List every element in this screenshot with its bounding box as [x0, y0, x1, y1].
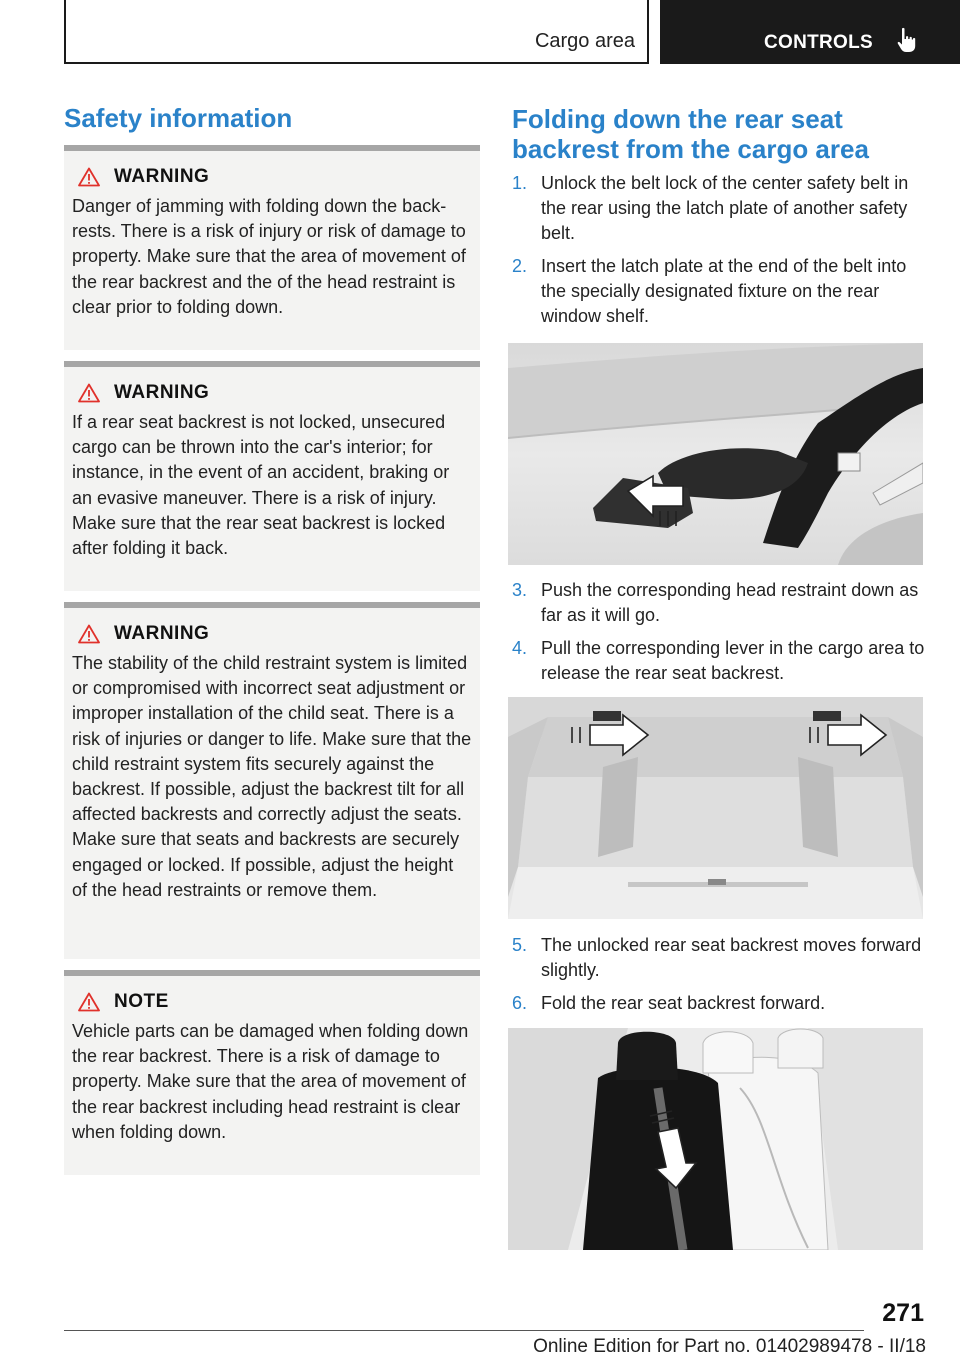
- step-text: Pull the corresponding lever in the cargo area to release the rear seat backrest.: [541, 638, 925, 684]
- step-number: 4.: [512, 638, 528, 658]
- fold-backrest-illustration: [508, 1028, 923, 1250]
- box-label: WARNING: [114, 623, 210, 644]
- box-text: The stability of the child restraint system is limited or compromised with incorrect seat adjustment or improper installation of the child seat. There is a risk of injuries or danger to life. Make sure that the child restraint system fits securely against the backrest. If possible, adjust the backrest tilt for all affected backrests and correctly adjust the seats. Make sure that seats and backrests are securely engaged or locked. If possible, adjust the height of the head restraints or remove them.: [72, 653, 472, 900]
- page-number: 271: [882, 1299, 924, 1327]
- footer-edition: Online Edition for Part no. 01402989478 - II/18: [533, 1336, 926, 1357]
- warning-box-jamming: [64, 145, 480, 350]
- chapter-title: CONTROLS: [764, 32, 874, 53]
- box-text: Vehicle parts can be damaged when folding down the rear backrest. There is a risk of damage to property. Make sure that the area of movement of the rear backrest including head restraint is clear when folding down.: [72, 1021, 469, 1142]
- box-text: Danger of jamming with folding down the backrests. There is a risk of injury or risk of damage to property. Make sure that the area of movement of the rear backrest and the of the head restraint is clear prior to folding down.: [72, 196, 466, 317]
- step-text: Fold the rear seat backrest forward.: [541, 993, 826, 1013]
- box-label: NOTE: [114, 991, 169, 1012]
- step-text: Insert the latch plate at the end of the belt into the specially designated fixture on the rear window shelf.: [541, 256, 907, 327]
- step-number: 5.: [512, 935, 528, 955]
- step-number: 2.: [512, 256, 528, 276]
- warning-triangle-icon: [78, 383, 100, 403]
- step-item: [512, 636, 927, 686]
- header-section-tab: [64, 0, 649, 64]
- box-text: If a rear seat backrest is not locked, unsecured cargo can be thrown into the car's interior; for instance, in the event of an accident, braking or an evasive maneuver. There is a risk of injury. Make sure that the rear seat backrest is locked after folding it back.: [72, 412, 450, 559]
- step-item: [512, 991, 927, 1016]
- note-box-vehicle-damage: [64, 970, 480, 1175]
- step-item: [512, 254, 927, 330]
- section-title: Cargo area: [534, 30, 635, 52]
- step-item: [512, 578, 927, 628]
- folding-heading: Folding down the rear seat backrest from the cargo area: [512, 104, 869, 164]
- box-label: WARNING: [114, 382, 210, 403]
- step-text: Push the corresponding head restraint down as far as it will go.: [541, 580, 919, 626]
- step-item: [512, 171, 927, 247]
- header-chapter-tab: [660, 0, 960, 64]
- footer-divider: [64, 1330, 864, 1331]
- belt-latch-illustration: [508, 343, 923, 565]
- step-number: 6.: [512, 993, 528, 1013]
- warning-triangle-icon: [78, 167, 100, 187]
- step-item: [512, 933, 927, 983]
- step-text: The unlocked rear seat backrest moves forward slightly.: [541, 935, 922, 981]
- step-number: 3.: [512, 580, 528, 600]
- warning-triangle-icon: [78, 992, 100, 1012]
- cargo-area-lever-illustration: [508, 697, 923, 919]
- warning-box-unsecured-cargo: [64, 361, 480, 591]
- box-label: WARNING: [114, 166, 210, 187]
- warning-triangle-icon: [78, 624, 100, 644]
- step-number: 1.: [512, 173, 528, 193]
- safety-information-heading: Safety information: [64, 103, 293, 133]
- step-text: Unlock the belt lock of the center safety belt in the rear using the latch plate of another safety belt.: [541, 173, 909, 244]
- hand-pointer-icon: [895, 26, 919, 54]
- warning-box-child-restraint: [64, 602, 480, 959]
